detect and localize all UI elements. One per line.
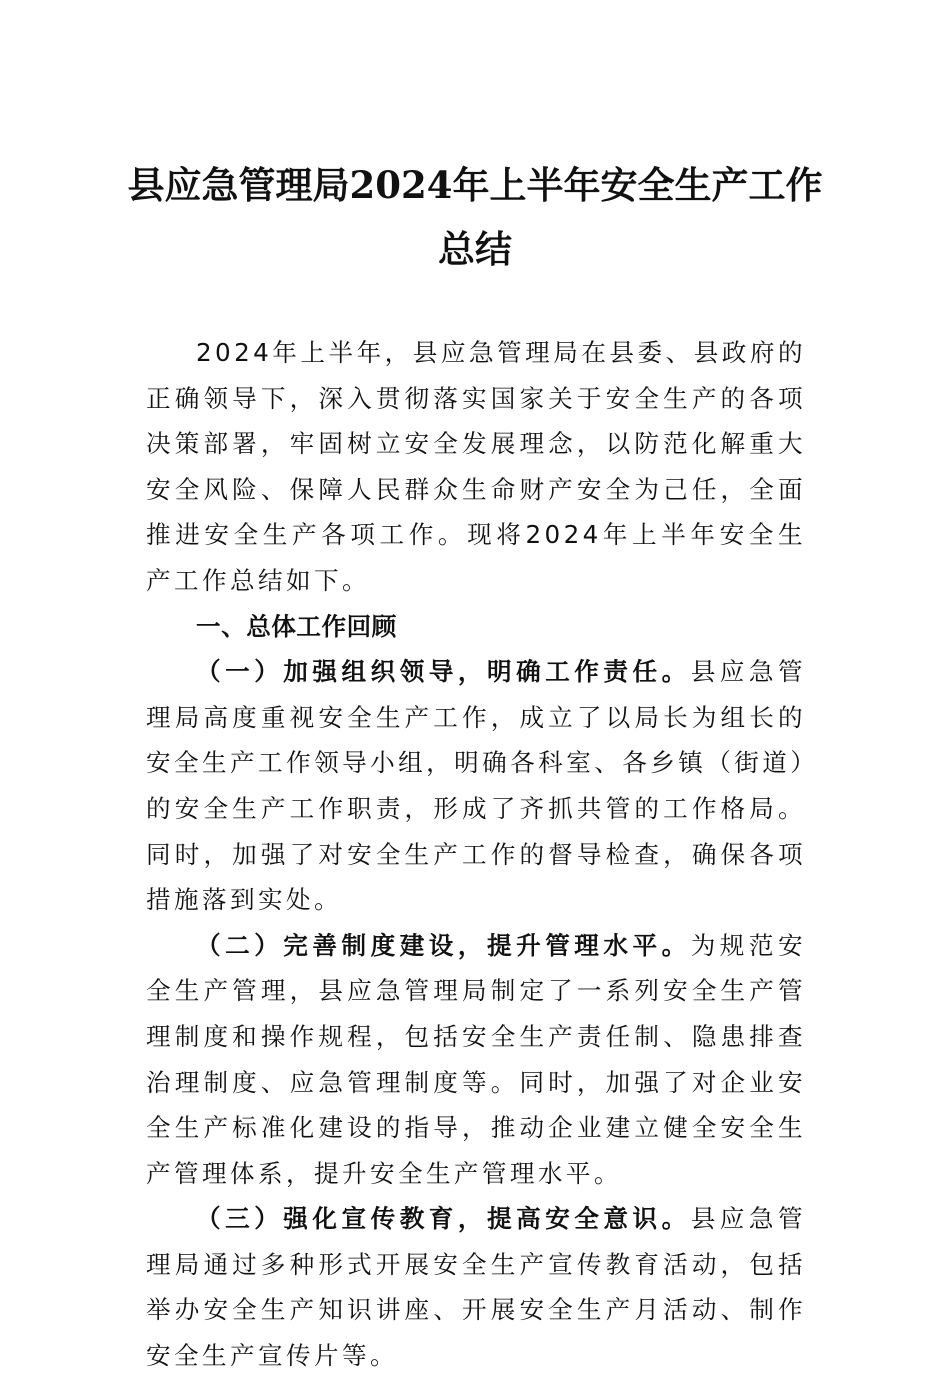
item-lead-3: （三）强化宣传教育，提高安全意识。 <box>196 1204 691 1234</box>
item-paragraph-1 <box>146 649 806 923</box>
item-text-1: 县应急管理局高度重视安全生产工作，成立了以局长为组长的安全生产工作领导小组，明确各科室、各乡镇（街道）的安全生产工作职责，形成了齐抓共管的工作格局。同时，加强了对安全生产工作的督导检查，确保各项措施落到实处。 <box>146 657 806 915</box>
item-lead-2: （二）完善制度建设，提升管理水平。 <box>196 930 691 960</box>
intro-paragraph: 2024年上半年，县应急管理局在县委、县政府的正确领导下，深入贯彻落实国家关于安全生产的各项决策部署，牢固树立安全发展理念，以防范化解重大安全风险、保障人民群众生命财产安全为己任，全面推进安全生产各项工作。现将2024年上半年安全生产工作总结如下。 <box>146 338 806 595</box>
document-title-line-1: 县应急管理局2024年上半年安全生产工作 <box>127 163 823 207</box>
item-paragraph-2 <box>146 923 806 1197</box>
item-text-2: 为规范安全生产管理，县应急管理局制定了一系列安全生产管理制度和操作规程，包括安全生产责任制、隐患排查治理制度、应急管理制度等。同时，加强了对企业安全生产标准化建设的指导，推动企业建立健全安全生产管理体系，提升安全生产管理水平。 <box>146 930 806 1188</box>
document-title-line-2: 总结 <box>438 227 512 271</box>
document-body <box>146 330 806 1379</box>
item-text-3: 县应急管理局通过多种形式开展安全生产宣传教育活动，包括举办安全生产知识讲座、开展安全生产月活动、制作安全生产宣传片等。 <box>146 1204 806 1371</box>
item-lead-1: （一）加强组织领导，明确工作责任。 <box>196 657 691 687</box>
section-heading-overall-review: 一、总体工作回顾 <box>196 611 397 641</box>
item-paragraph-3 <box>146 1196 806 1378</box>
